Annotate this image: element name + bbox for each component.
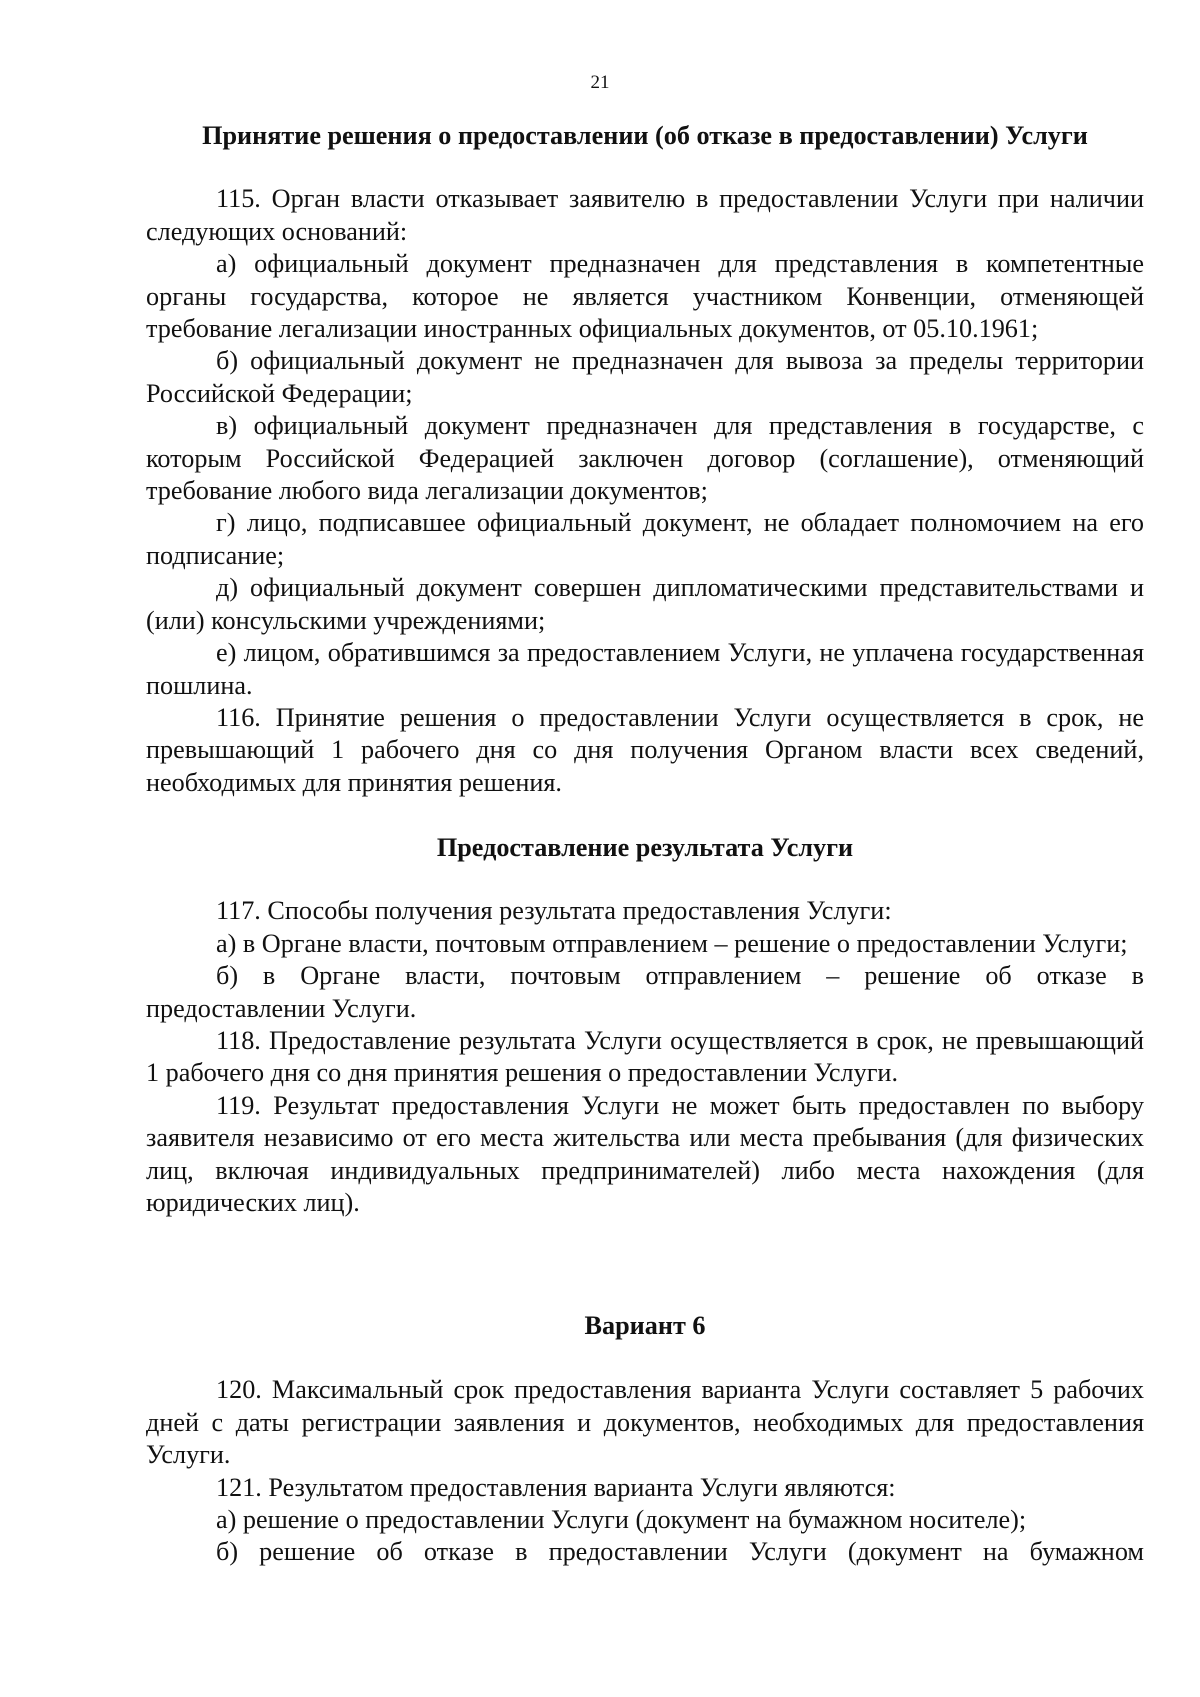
paragraph-116: 116. Принятие решения о предоставлении Услуги осуществляется в срок, не превышающий 1 рабочего дня со дня получения Органом власти всех сведений, необходимых для принятия решения. — [146, 702, 1144, 797]
section-variant-6 — [146, 1310, 1144, 1569]
section-result — [146, 832, 1144, 1219]
list-item-d: д) официальный документ совершен дипломатическими представительствами и (или) консульскими учреждениями; — [146, 573, 1144, 635]
section-heading-decision: Принятие решения о предоставлении (об отказе в предоставлении) Услуги — [202, 121, 1088, 150]
list-item-a: а) в Органе власти, почтовым отправлением – решение о предоставлении Услуги; — [216, 928, 1128, 958]
list-item-a: а) решение о предоставлении Услуги (документ на бумажном носителе); — [216, 1505, 1027, 1535]
list-item-g: г) лицо, подписавшее официальный документ, не обладает полномочием на его подписание; — [146, 508, 1144, 570]
paragraph-120: 120. Максимальный срок предоставления варианта Услуги составляет 5 рабочих дней с даты регистрации заявления и документов, необходимых для предоставления Услуги. — [146, 1375, 1144, 1470]
list-item-v: в) официальный документ предназначен для представления в государстве, с которым Российской Федерацией заключен договор (соглашение), отменяющий требование любого вида легализации документов; — [146, 411, 1144, 506]
list-item-b: б) в Органе власти, почтовым отправлением – решение об отказе в предоставлении Услуги. — [146, 961, 1144, 1023]
list-item-b: б) решение об отказе в предоставлении Услуги (документ на бумажном — [216, 1537, 1144, 1567]
paragraph-118: 118. Предоставление результата Услуги осуществляется в срок, не превышающий 1 рабочего дня со дня принятия решения о предоставлении Услуги. — [146, 1026, 1144, 1088]
section-decision — [146, 120, 1144, 799]
list-item-a: а) официальный документ предназначен для представления в компетентные органы государства, которое не является участником Конвенции, отменяющей требование легализации иностранных официальных документов, от 05.10.1961; — [146, 249, 1144, 344]
paragraph-115: 115. Орган власти отказывает заявителю в предоставлении Услуги при наличии следующих оснований: — [146, 184, 1144, 246]
list-item-b: б) официальный документ не предназначен для вывоза за пределы территории Российской Федерации; — [146, 346, 1144, 408]
paragraph-117: 117. Способы получения результата предоставления Услуги: — [216, 896, 892, 926]
paragraph-119: 119. Результат предоставления Услуги не может быть предоставлен по выбору заявителя независимо от его места жительства или места пребывания (для физических лиц, включая индивидуальных предпринимателей) либо места нахождения (для юридических лиц). — [146, 1090, 1144, 1218]
paragraph-121: 121. Результатом предоставления варианта Услуги являются: — [216, 1472, 896, 1502]
list-item-e: е) лицом, обратившимся за предоставлением Услуги, не уплачена государственная пошлина. — [146, 638, 1144, 700]
section-heading-variant: Вариант 6 — [584, 1311, 706, 1340]
section-heading-result: Предоставление результата Услуги — [436, 833, 854, 862]
page-number: 21 — [590, 72, 610, 93]
